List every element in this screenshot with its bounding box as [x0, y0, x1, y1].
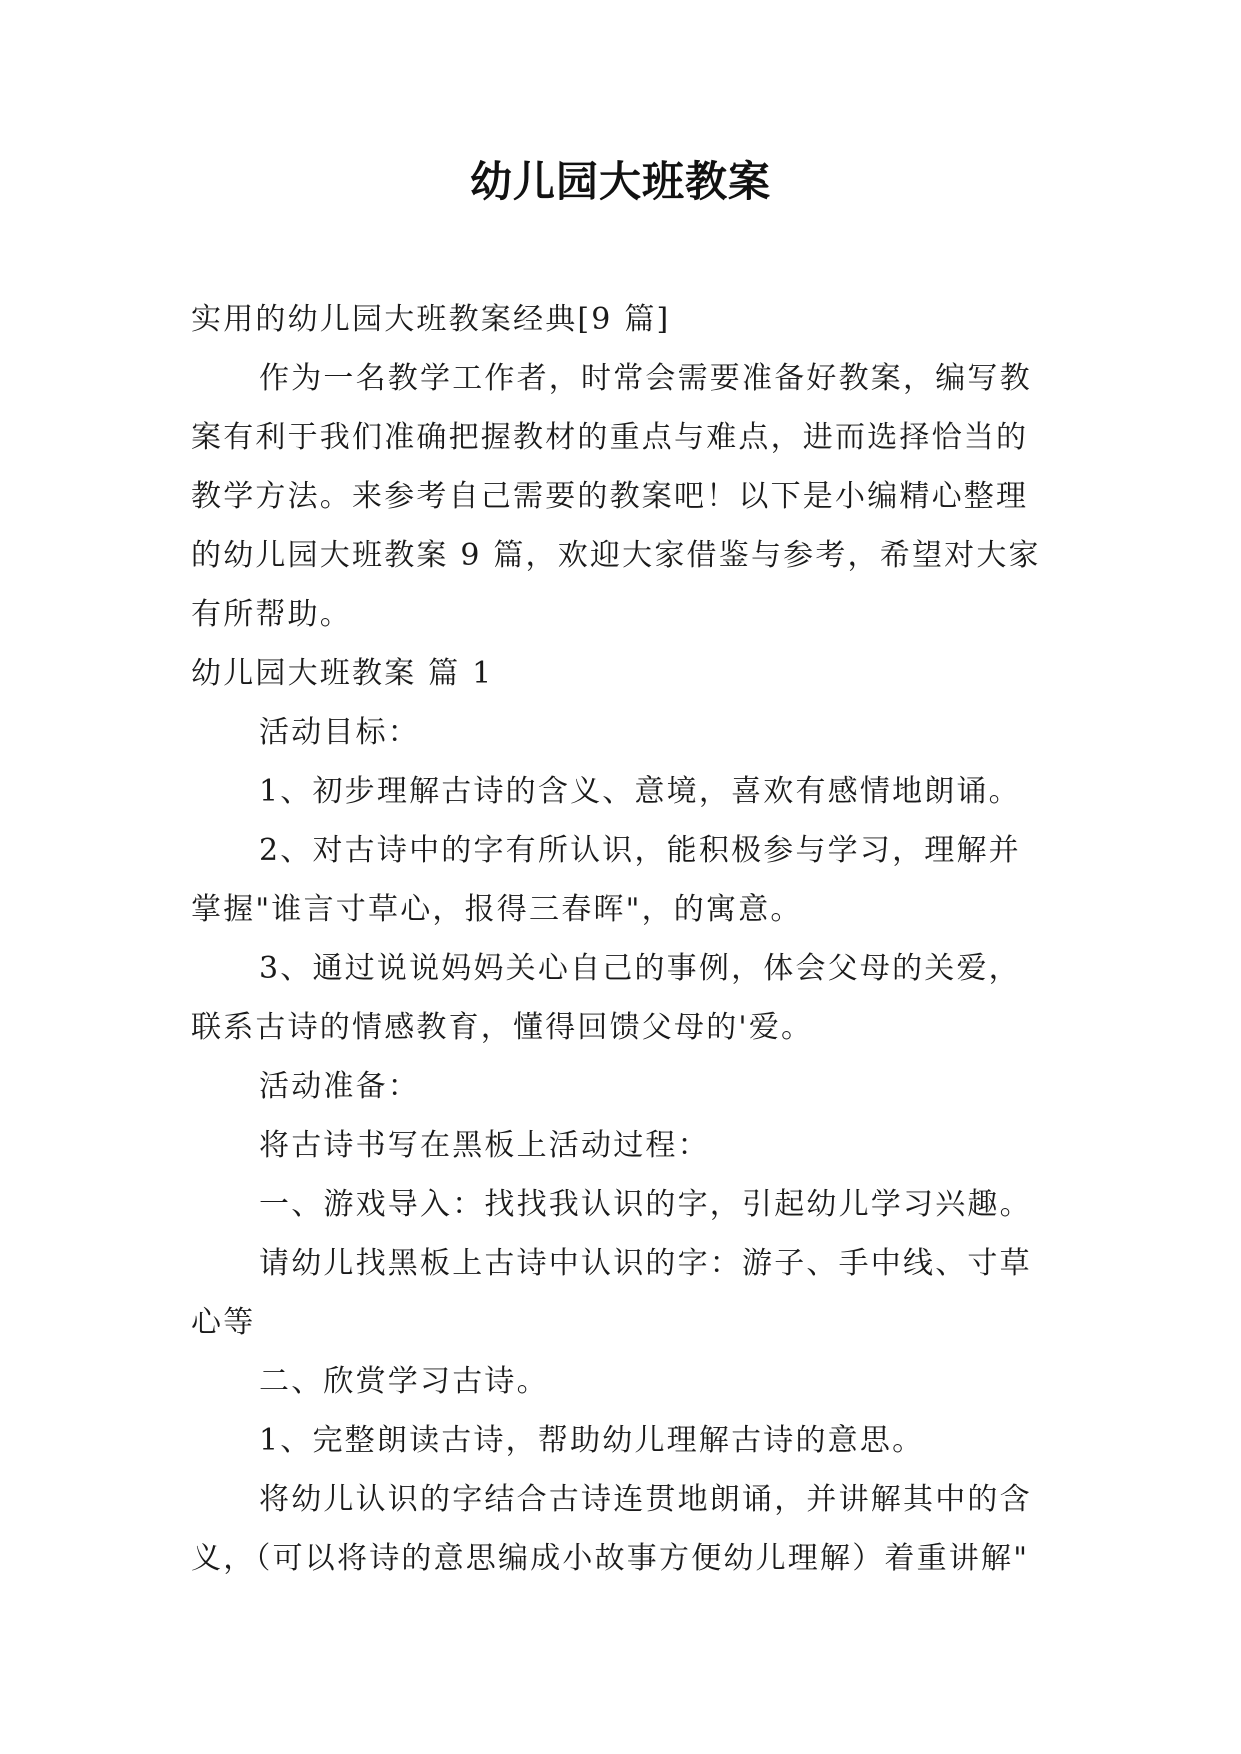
section-heading: 幼儿园大班教案 篇 1: [191, 656, 494, 691]
body-paragraph: 将古诗书写在黑板上活动过程：: [259, 1128, 710, 1163]
activity-goals-heading: 活动目标：: [259, 715, 420, 750]
intro-paragraph: 作为一名教学工作者，时常会需要准备好教案，编写教案有利于我们准确把握教材的重点与难点，进而选择恰当的教学方法。来参考自己需要的教案吧！以下是小编精心整理的幼儿园大班教案 9 篇，欢迎大家借鉴与参考，希望对大家有所帮助。: [191, 361, 1041, 632]
activity-prep-heading: 活动准备：: [259, 1069, 420, 1104]
body-paragraph: 一、游戏导入：找找我认识的字，引起幼儿学习兴趣。: [259, 1187, 1032, 1222]
body-paragraph: 将幼儿认识的字结合古诗连贯地朗诵，并讲解其中的含义，（可以将诗的意思编成小故事方便幼儿理解）着重讲解": [191, 1482, 1032, 1576]
goal-item: 2、对古诗中的字有所认识，能积极参与学习，理解并掌握"谁言寸草心，报得三春晖"，的寓意。: [191, 833, 1021, 927]
goal-item: 3、通过说说妈妈关心自己的事例，体会父母的关爱，联系古诗的情感教育，懂得回馈父母的'爱。: [191, 951, 1021, 1045]
document-title: 幼儿园大班教案: [469, 157, 771, 206]
subtitle-paragraph: 实用的幼儿园大班教案经典[9 篇]: [191, 302, 671, 337]
body-paragraph: 二、欣赏学习古诗。: [259, 1364, 549, 1399]
body-paragraph: 1、完整朗读古诗，帮助幼儿理解古诗的意思。: [259, 1423, 925, 1458]
goal-item: 1、初步理解古诗的含义、意境，喜欢有感情地朗诵。: [259, 774, 1021, 809]
body-paragraph: 请幼儿找黑板上古诗中认识的字：游子、手中线、寸草心等: [191, 1246, 1032, 1340]
document-body: [191, 290, 1053, 1588]
